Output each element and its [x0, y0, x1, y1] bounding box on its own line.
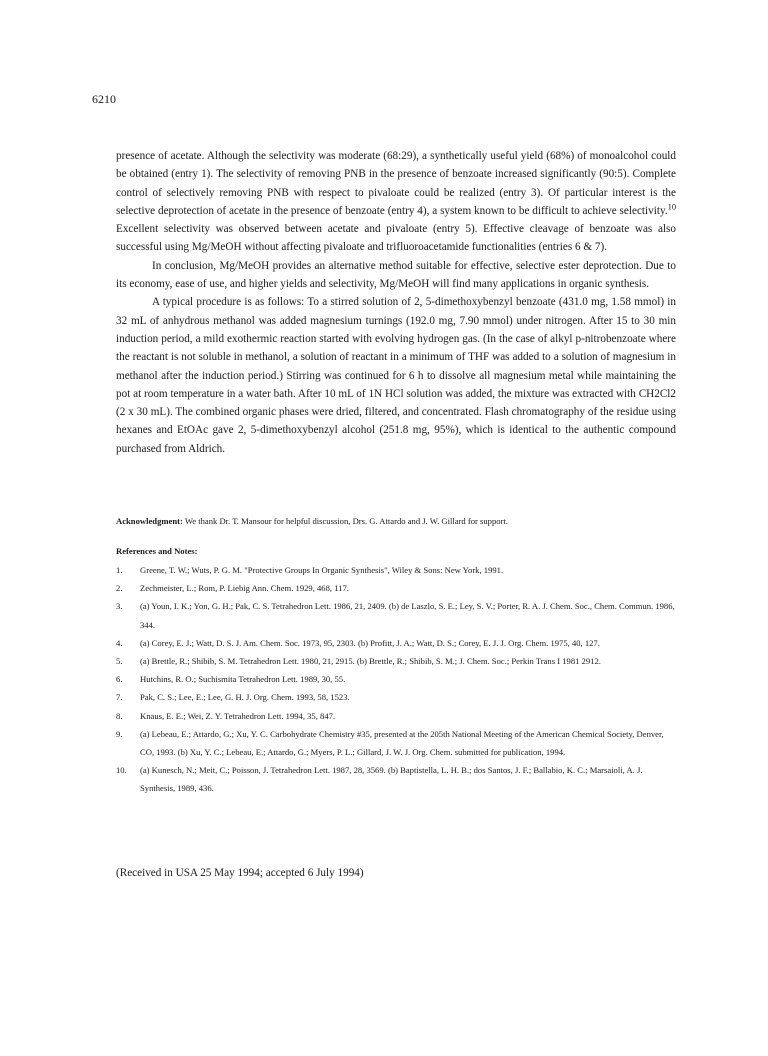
reference-number: 3. [116, 601, 123, 612]
reference-number: 8. [116, 710, 123, 721]
reference-item [116, 670, 678, 688]
paragraph-1 [116, 147, 676, 257]
footnote-marker: 10 [667, 202, 676, 212]
reference-number: 7. [116, 692, 123, 703]
paragraph-3: A typical procedure is as follows: To a stirred solution of 2, 5-dimethoxybenzyl benzoate (431.0 mg, 1.58 mmol) in 32 mL of anhydrous methanol was added magnesium turnings (192.0 mg, 7.90 mmol) under nitrogen. After 15 to 30 min induction period, a mild exothermic reaction started with evolving hydrogen gas. (In the case of alkyl p-nitrobenzoate where the reactant is not soluble in methanol, a solution of reactant in a minimum of THF was added to a solution of magnesium in methanol after the induction period.) Stirring was continued for 6 h to dissolve all magnesium metal while maintaining the pot at room temperature in a water bath. After 10 mL of 1N HCl solution was added, the mixture was extracted with CH2Cl2 (2 x 30 mL). The combined organic phases were dried, filtered, and concentrated. Flash chromatography of the residue using hexanes and EtOAc gave 2, 5-dimethoxybenzyl alcohol (251.8 mg, 95%), which is identical to the authentic compound purchased from Aldrich. [116, 296, 676, 455]
reference-item [116, 761, 678, 797]
reference-number: 4. [116, 637, 123, 648]
reference-number: 5. [116, 656, 123, 667]
reference-text: Greene, T. W.; Wuts, P. G. M. "Protective Groups In Organic Synthesis", Wiley & Sons: New York, 1991. [140, 565, 504, 575]
reference-item [116, 579, 678, 597]
reference-item [116, 652, 678, 670]
paragraph-1-text: presence of acetate. Although the selectivity was moderate (68:29), a synthetically useful yield (68%) of monoalcohol could be obtained (entry 1). The selectivity of removing PNB in the presence of benzoate increased significantly (90:5). Complete control of selectively removing PNB with respect to pivaloate could be realized (entry 3). Of particular interest is the selective deprotection of acetate in the presence of benzoate (entry 4), a system known to be difficult to achieve selectivity. [116, 150, 676, 217]
reference-number: 9. [116, 728, 123, 739]
acknowledgment-text: We thank Dr. T. Mansour for helpful discussion, Drs. G. Attardo and J. W. Gillard for support. [182, 516, 508, 526]
reference-item [116, 707, 678, 725]
page-number: 6210 [92, 92, 116, 106]
reference-text: Pak, C. S.; Lee, E.; Lee, G. H. J. Org. Chem. 1993, 58, 1523. [140, 692, 350, 703]
reference-item [116, 561, 678, 579]
reference-number: 2. [116, 583, 123, 594]
reference-text: (a) Brettle, R.; Shibib, S. M. Tetrahedron Lett. 1980, 21, 2915. (b) Brettle, R.; Shibib, S. M.; J. Chem. Soc.; Perkin Trans I 1981 2912. [140, 656, 601, 667]
reference-number: 10. [116, 765, 127, 776]
reference-item [116, 725, 678, 761]
reference-item [116, 688, 678, 706]
reference-number: 1. [116, 565, 123, 575]
reference-text: (a) Lebeau, E.; Attardo, G.; Xu, Y. C. Carbohydrate Chemistry #35, presented at the 205th National Meeting of the American Chemical Society, Denver, CO, 1993. (b) Xu, Y. C.; Lebeau, E.; Attardo, G.; Myers, P. L.; Gillard, J. W. J. Org. Chem. submitted for publication, 1994. [140, 728, 664, 758]
reference-text: Hutchins, R. O.; Suchismita Tetrahedron Lett. 1989, 30, 55. [140, 674, 346, 685]
paragraph-1-tail: Excellent selectivity was observed between acetate and pivaloate (entry 5). Effective cleavage of benzoate was also successful using Mg/MeOH without affecting pivaloate and trifluoroacetamide functionalities (entries 6 & 7). [116, 223, 676, 254]
references-list [116, 561, 678, 798]
reference-text: (a) Kunesch, N.; Meit, C.; Poisson, J. Tetrahedron Lett. 1987, 28, 3569. (b) Baptistella, L. H. B.; dos Santos, J. F.; Ballabio, K. C.; Marsaioli, A. J. Synthesis, 1989, 436. [140, 765, 643, 794]
received-line: (Received in USA 25 May 1994; accepted 6 July 1994) [116, 867, 364, 879]
acknowledgment [116, 515, 676, 527]
paragraph-2: In conclusion, Mg/MeOH provides an alternative method suitable for effective, selective ester deprotection. Due to its economy, ease of use, and higher yields and selectivity, Mg/MeOH will find many applications in organic synthesis. [116, 259, 676, 291]
reference-text: Zechmeister, L.; Rom, P. Liebig Ann. Chem. 1929, 468, 117. [140, 583, 349, 594]
reference-text: (a) Corey, E. J.; Watt, D. S. J. Am. Chem. Soc. 1973, 95, 2303. (b) Profitt, J. A.; Watt, D. S.; Corey, E. J. J. Org. Chem. 1975, 40, 127. [140, 637, 600, 648]
reference-text: (a) Youn, I. K.; Yon, G. H.; Pak, C. S. Tetrahedron Lett. 1986, 21, 2409. (b) de Laszlo, S. E.; Ley, S. V.; Porter, R. A. J. Chem. Soc., Chem. Commun. 1986, 344. [140, 601, 675, 630]
body-text [116, 147, 676, 458]
references-heading: References and Notes: [116, 546, 198, 556]
reference-text: Knaus, E. E.; Wei, Z. Y. Tetrahedron Lett. 1994, 35, 847. [140, 710, 336, 721]
reference-item [116, 634, 678, 652]
acknowledgment-label: Acknowledgment: [116, 516, 183, 526]
reference-item [116, 597, 678, 633]
reference-number: 6. [116, 674, 123, 685]
